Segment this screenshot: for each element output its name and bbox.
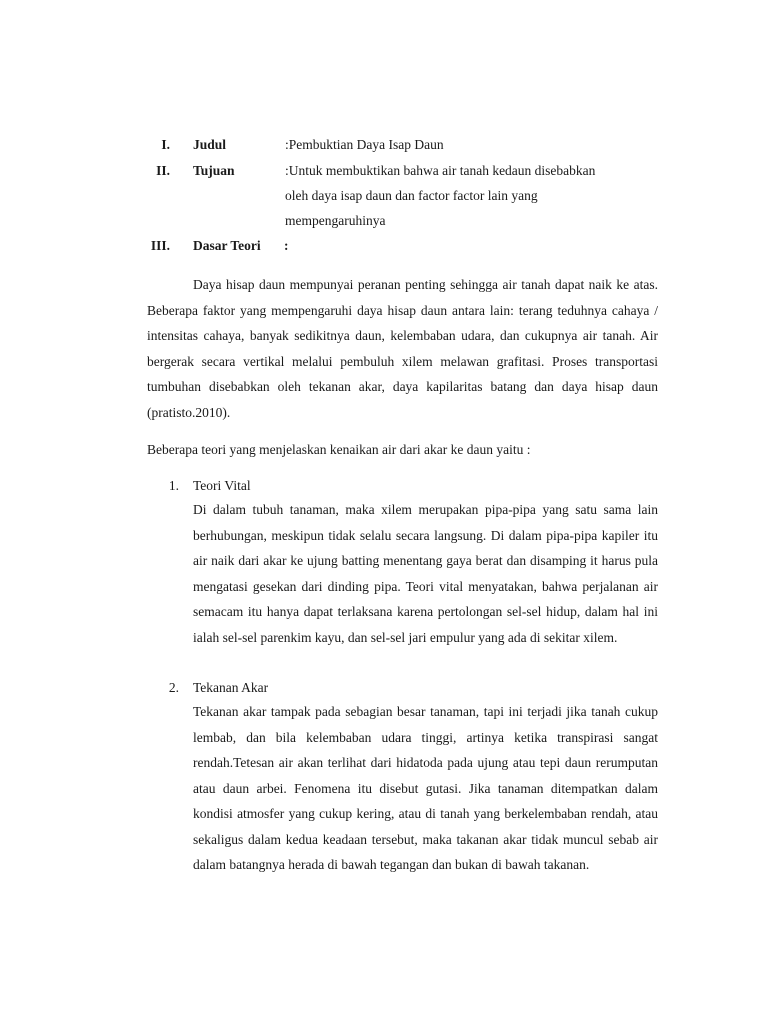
header-row-number: II. [156,163,170,178]
intro-paragraph-text: Daya hisap daun mempunyai peranan penting sehingga air tanah dapat naik ke atas. Beberapa faktor yang mempengaruhi daya hisap daun antara lain: terang teduhnya cahaya / intensitas cahaya, banyak sedikitnya daun, kelembaban udara, dan cukupnya air tanah. Air bergerak secara vertikal melalui pembuluh xilem melawan grafitasi. Proses transportasi tumbuhan disebabkan oleh tekanan akar, daya kapilaritas batang dan daya hisap daun (pratisto.2010). [147,277,658,420]
header-row-judul [0,134,768,156]
header-row-value: :Untuk membuktikan bahwa air tanah kedaun disebabkan [285,163,596,178]
tujuan-continuation-1: oleh daya isap daun dan factor factor lain yang [285,188,538,203]
header-row-number: I. [161,137,170,152]
list-item-body-text: Tekanan akar tampak pada sebagian besar tanaman, tapi ini terjadi jika tanah cukup lembab, dan bila kelembaban udara tinggi, artinya ketika transpirasi sangat rendah.Tetesan air akan terlihat dari hidatoda pada ujung atau tepi daun rerumputan atau daun arbei. Fenomena itu disebut gutasi. Jika tanaman ditempatkan dalam kondisi atmosfer yang cukup kering, atau di tanah yang berkelembaban rendah, atau sekaligus dalam kedua keadaan tersebut, maka takanan akar tidak muncul sebab air dalam batangnya herada di bawah tegangan dan bukan di bawah takanan. [193,704,658,872]
list-item-title: Teori Vital [193,478,251,493]
theories-intro-text: Beberapa teori yang menjelaskan kenaikan air dari akar ke daun yaitu : [147,442,531,457]
header-row-label: Judul [193,137,227,152]
list-item-body [193,497,658,650]
header-row-tujuan [0,160,768,182]
header-row-label: Tujuan [193,163,235,178]
list-item-title: Tekanan Akar [193,680,269,695]
list-item-body [193,699,658,878]
list-item-number: 2. [168,680,179,695]
header-row-value: : [284,238,289,253]
header-row-number: III. [150,238,170,253]
list-item-body-text: Di dalam tubuh tanaman, maka xilem merupakan pipa-pipa yang satu sama lain berhubungan, meskipun tidak selalu secara langsung. Di dalam pipa-pipa kapiler itu air naik dari akar ke ujung batting menentang gaya berat dan disamping it harus pula mengatasi gesekan dari dinding pipa. Teori vital menyatakan, bahwa perjalanan air semacam itu hanya dapat terlaksana karena pertolongan sel-sel hidup, dalam hal ini ialah sel-sel parenkim kayu, dan sel-sel jari empulur yang ada di sekitar xilem. [193,502,658,645]
theories-intro [147,437,667,463]
header-row-value: :Pembuktian Daya Isap Daun [285,137,444,152]
header-row-label: Dasar Teori [193,238,261,253]
intro-paragraph [147,272,658,425]
header-row-dasar-teori [0,235,768,257]
tujuan-continuation-2: mempengaruhinya [285,213,386,228]
list-item-number: 1. [168,478,179,493]
